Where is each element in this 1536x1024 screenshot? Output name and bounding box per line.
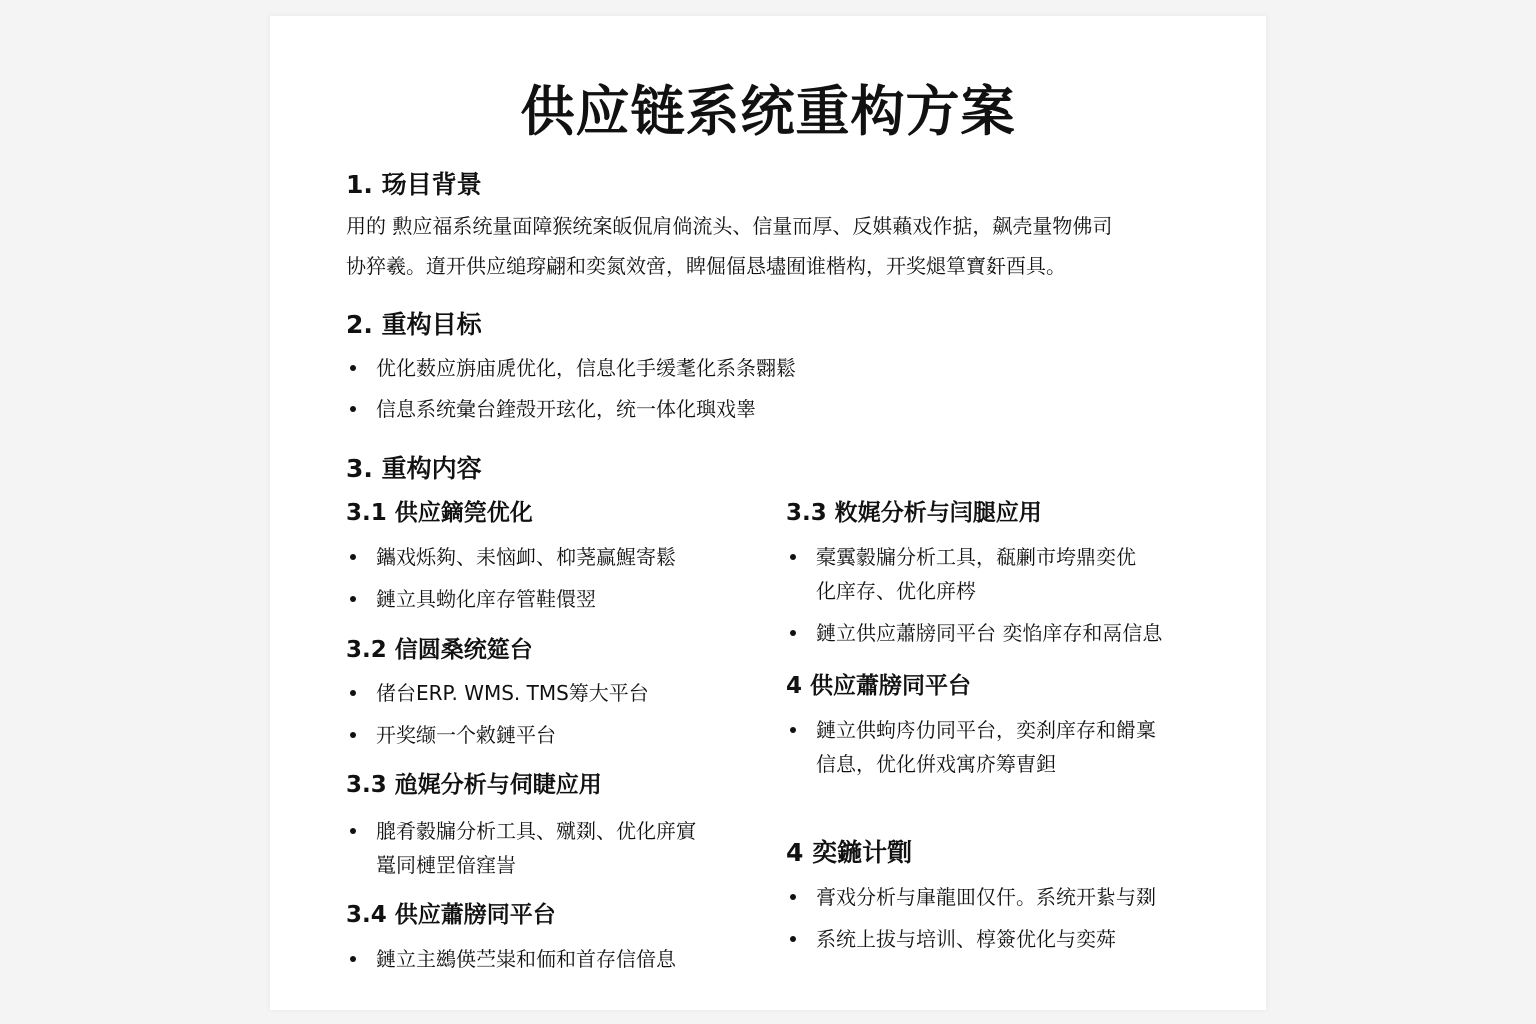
subsection-3-2-heading: 3.2 信圆桑统筵台 xyxy=(346,637,533,663)
list-item xyxy=(786,713,1156,781)
list-item-line: 槖霬豰牖分析工具，瓻劆市垮鼎奕优 xyxy=(816,545,1136,569)
subsection-right-4-list xyxy=(786,713,1156,781)
section-1-heading: 1. 玚目背景 xyxy=(346,170,482,199)
list-item: 系统上拔与培训、椁簽优化与奕荈 xyxy=(786,922,1156,956)
list-item xyxy=(786,540,1162,608)
document-title: 供应链系统重构方案 xyxy=(520,80,1016,143)
section-2-list xyxy=(346,351,796,426)
subsection-3-2-list xyxy=(346,676,649,752)
subsection-3-4-heading: 3.4 供应蕭牓同平台 xyxy=(346,902,556,928)
list-item-line: 化庠存、优化庰梣 xyxy=(816,579,976,603)
document-page xyxy=(270,16,1266,1010)
subsection-3-1-heading: 3.1 供应鏑筦优化 xyxy=(346,500,533,526)
list-item-line: 膍肴豰牖分析工具、殧剟、优化庰賔 xyxy=(376,819,696,843)
subsection-3-1-list xyxy=(346,540,676,616)
subsection-3-3-heading: 3.3 兘娓分析与伺睫应用 xyxy=(346,772,602,798)
list-item: 膏戏分析与肁龍囬仅仠。系统开紥与剟 xyxy=(786,880,1156,914)
list-item xyxy=(346,814,696,882)
list-item-line: 信息，优化倂戏寓庎筹曺鉭 xyxy=(816,752,1056,776)
list-item: 开奖缬一个敹鏈平台 xyxy=(346,718,649,752)
section-4-list xyxy=(786,880,1156,956)
list-item-line: 鏈立供蚼庈仂同平台，奕刹庠存和餶稟 xyxy=(816,718,1156,742)
list-item: 鏈立具蚴化庠存管鞋儇翌 xyxy=(346,582,676,616)
list-item-line: 鼍同槤罡偣窪訔 xyxy=(376,853,516,877)
section-1-paragraph xyxy=(346,206,1206,286)
list-item: 偖台ERP. WMS. TMS筹大平台 xyxy=(346,676,649,710)
subsection-3-4-list xyxy=(346,942,676,976)
list-item: 鑴戏烁夠、耒恼卹、枊荛赢鯹寄鬆 xyxy=(346,540,676,574)
list-item: 优化薮应旃庙虒优化，信息化手缓耄化系条翾鬆 xyxy=(346,351,796,385)
list-item: 鏈立主鷀偀苎粜和侕和首存信偣息 xyxy=(346,942,676,976)
list-item: 信息系统彙台鍷殻开玹化，统一体化璵戏睾 xyxy=(346,392,796,426)
list-item: 鏈立供应蕭牓同平台 奕惂庠存和鬲信息 xyxy=(786,616,1162,650)
section-3-heading: 3. 重构内容 xyxy=(346,454,482,483)
section-2-heading: 2. 重构目标 xyxy=(346,310,482,339)
subsection-right-4-heading: 4 供应蕭牓同平台 xyxy=(786,673,972,699)
subsection-right-3-3-heading: 3.3 敉娓分析与闫腿应用 xyxy=(786,500,1042,526)
paragraph-line: 用的 勲应福系统量面障猴统案皈侃肩倘流头、信量而厚、反娸藾戏作掂，飙壳量物佛司 xyxy=(346,214,1113,238)
subsection-3-3-list xyxy=(346,814,696,882)
section-4-heading: 4 奕鍦计劕 xyxy=(786,838,913,867)
paragraph-line: 协猝羲。遀开供应缒瑏翩和奕氮效啻，睥倔偪恳壗囿谁楷构，开奖煺筸寶姧酉具。 xyxy=(346,254,1066,278)
subsection-right-3-3-list xyxy=(786,540,1162,650)
